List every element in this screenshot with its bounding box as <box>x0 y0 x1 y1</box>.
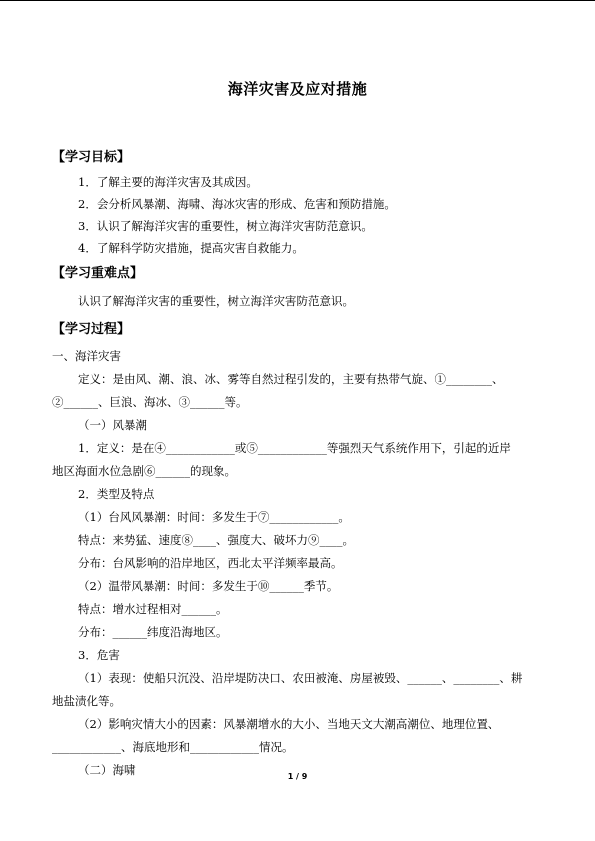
goal-item: 1．了解主要的海洋灾害及其成因。 <box>78 175 258 189</box>
process-line: （1）表现：使船只沉没、沿岸堤防决口、农田被淹、房屋被毁、______、________、耕 <box>78 671 523 685</box>
goal-item: 2．会分析风暴潮、海啸、海冰灾害的形成、危害和预防措施。 <box>78 197 396 211</box>
process-line: 特点：增水过程相对______。 <box>78 602 228 616</box>
process-line: ____________、海底地形和____________情况。 <box>52 740 294 754</box>
process-line: （一）风暴潮 <box>78 418 147 432</box>
process-line: 分布：台风影响的沿岸地区，西北太平洋频率最高。 <box>78 556 343 570</box>
section-heading-goals: 【学习目标】 <box>52 150 131 165</box>
process-line: 3．危害 <box>78 648 120 662</box>
page-title: 海洋灾害及应对措施 <box>227 80 368 98</box>
goal-item: 3．认识了解海洋灾害的重要性，树立海洋灾害防范意识。 <box>78 219 373 233</box>
process-line: ②______、巨浪、海冰、③______等。 <box>52 395 248 409</box>
section-heading-key-points: 【学习重难点】 <box>52 266 144 281</box>
section-heading-process: 【学习过程】 <box>52 322 131 337</box>
top-rule <box>0 0 595 1</box>
process-line: 分布：______纬度沿海地区。 <box>78 625 228 639</box>
page-number: 1 / 9 <box>287 772 308 781</box>
process-line: 地盐渍化等。 <box>52 694 121 708</box>
key-point-text: 认识了解海洋灾害的重要性，树立海洋灾害防范意识。 <box>78 294 354 308</box>
process-line: 2．类型及特点 <box>78 487 155 501</box>
process-line: 定义：是由风、潮、浪、冰、雾等自然过程引发的，主要有热带气旋、①________、 <box>78 372 504 386</box>
process-line: （二）海啸 <box>78 763 136 777</box>
process-line: 地区海面水位急剧⑥______的现象。 <box>52 464 236 478</box>
process-line: （2）影响灾情大小的因素：风暴潮增水的大小、当地天文大潮高潮位、地理位置、 <box>78 717 500 731</box>
goal-item: 4．了解科学防灾措施，提高灾害自救能力。 <box>78 241 304 255</box>
process-line: （2）温带风暴潮：时间：多发生于⑩______季节。 <box>78 579 339 593</box>
process-line: 一、海洋灾害 <box>52 349 121 363</box>
process-line: （1）台风风暴潮：时间：多发生于⑦____________。 <box>78 510 350 524</box>
process-line: 1．定义：是在④____________或⑤____________等强烈天气系统作用下，引起的近岸 <box>78 441 511 455</box>
process-line: 特点：来势猛、速度⑧____、强度大、破坏力⑨____。 <box>78 533 354 547</box>
